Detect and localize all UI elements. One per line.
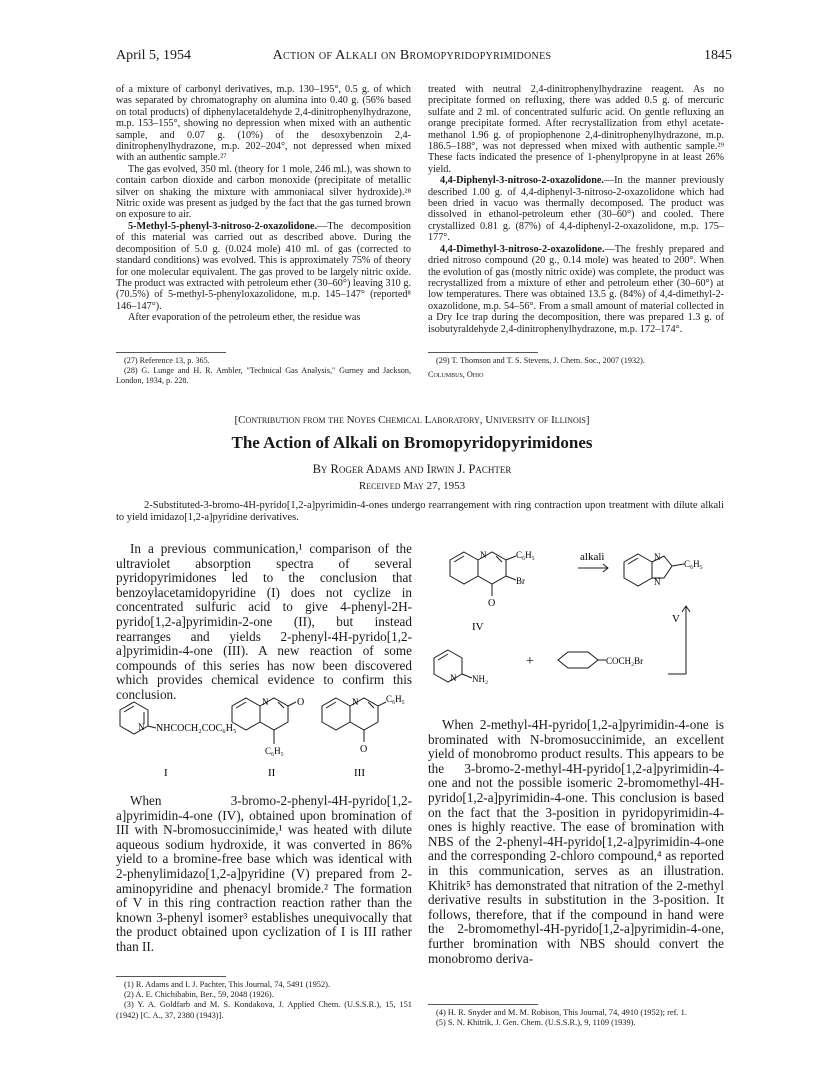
received-date: Received May 27, 1953: [358, 480, 466, 492]
footnote: (1) R. Adams and I. J. Pachter, This Journal, 74, 5491 (1952).: [124, 980, 331, 989]
section-heading: 4,4-Dimethyl-3-nitroso-2-oxazolidone.: [440, 243, 605, 255]
paragraph: [428, 175, 724, 243]
footnote-divider: [428, 352, 538, 353]
section-heading: 4,4-Diphenyl-3-nitroso-2-oxazolidone.: [440, 175, 604, 187]
paragraph: The gas evolved, 350 ml. (theory for 1 mole, 246 ml.), was shown to contain carbon dioxide and carbon monoxide (precipitate of metallic silver on shaking the mixture with ammoniacal silver hydroxide).²⁸ Nitric oxide was present as judged by the fact that the gas turned brown on exposure to air.: [116, 163, 411, 221]
structure-I-substituent: NHCOCH₂COC₆H₅: [156, 723, 237, 734]
footnote: (27) Reference 13, p. 365.: [124, 356, 210, 365]
atom-label: N: [480, 550, 487, 560]
body-left-lower: [116, 794, 412, 955]
atom-label: O: [360, 744, 368, 755]
pyridine-ring: [450, 552, 478, 584]
compound-label-I: I: [164, 767, 168, 779]
footnote: (5) S. N. Khitrik, J. Gen. Chem. (U.S.S.R.), 9, 1109 (1939).: [436, 1018, 636, 1028]
paragraph: When 2-methyl-4H-pyrido[1,2-a]pyrimidin-4-one is brominated with N-bromosuccinimide, an excellent yield of monobromo product results. This appears to be the 3-bromo-2-methyl-4H-pyrido[1,2-a]pyrimidin-4-one and not the possible isomeric 2-bromomethyl-4H-pyrido[1,2-a]pyrimidin-4-one. This conclusion is based on the fact that the 3-position in pyridopyrimidin-4-ones is highly reactive. The ease of bromination with NBS of the 2-phenyl-4H-pyrido[1,2-a]pyrimidin-4-one and the corresponding 2-chloro compound,⁴ as reported in this communication, serves as an illustration. Khitrik⁵ has demonstrated that nitration of the 2-methyl derivative results in substitution in the 3-position. It follows, therefore, that if the compound in hand were the 2-bromomethyl-4H-pyrido[1,2-a]pyrimidin-4-one, further bromination with NBS should convert the monobromo deriva-: [428, 717, 724, 966]
paragraph: [428, 244, 724, 335]
prev-footnotes-right: [428, 356, 724, 380]
byline: By Roger Adams and Irwin J. Pachter: [312, 462, 512, 476]
atom-label: N: [352, 697, 359, 707]
reagent-formula: COCH₂Br: [606, 656, 644, 666]
prev-article-right-column: [428, 84, 724, 335]
plus-sign: +: [526, 654, 534, 669]
paragraph-body: —In the manner previously described 1.00 g. of 4,4-diphenyl-3-nitroso-2-oxazolidone which had been dried in vacuo was thermally decomposed. The product was dissolved in ethanol-petroleum ether (30–60°) and cooled. There crystallized 0.81 g. (87%) of 4,4-diphenyl-2-oxazolidone, m.p. 175–177°.: [428, 175, 724, 244]
paragraph: [116, 221, 411, 312]
footnote: (4) H. R. Snyder and M. M. Robison, This Journal, 74, 4910 (1952); ref. 1.: [436, 1008, 687, 1017]
paragraph-body: —The decomposition of this material was carried out as described above. During the decomposition of 5.0 g. (0.024 mole) 410 ml. of gas (corrected to standard conditions) was evolved. This is approximately 75% of theory for one molecular equivalent. The gas proved to be largely nitric oxide. The product was extracted with petroleum ether (30–60°) leaving 310 g. (70.5%) of 5-methyl-5-phenyloxazolidone, m.p. 145–147° (reported⁸ 146–147°).: [116, 220, 411, 312]
pyridine-ring: [434, 650, 462, 682]
atom-label: C₆H₅: [516, 550, 535, 560]
pyridine-ring: [624, 554, 652, 586]
footnote: (2) A. E. Chichibabin, Ber., 59, 2048 (1926).: [124, 990, 274, 1000]
atom-label: Br: [516, 576, 525, 586]
paragraph: treated with neutral 2,4-dinitrophenylhydrazine reagent. As no precipitate formed on refluxing, there was added 0.5 g. of mercuric sulfate and 2 ml. of concentrated sulfuric acid. On gentle refluxing an orange precipitate formed. After recrystallization from ethyl acetate-methanol 1.96 g. of propiophenone 2,4-dinitrophenylhydrazone, m.p. 186.5–188°, was not depressed when mixed with authentic sample.²⁹ These facts indicated the presence of 1-phenylpropyne in at least 26% yield.: [428, 84, 724, 175]
section-heading: 5-Methyl-5-phenyl-3-nitroso-2-oxazolidone.: [128, 220, 318, 232]
body-right: [428, 718, 724, 966]
footnote-divider: [116, 976, 226, 977]
atom-label: N: [262, 697, 269, 707]
atom-label: N: [450, 673, 457, 683]
paragraph: In a previous communication,¹ comparison of the ultraviolet absorption spectra of several pyridopyrimidones led to the conclusion that benzoylacetamidopyridine (I) does not cyclize in concentrated sulfuric acid to give 4-phenyl-2H-pyrido[1,2-a]pyrimidin-2-one (II), but instead rearranges and yields 2-phenyl-4H-pyrido[1,2-a]pyrimidin-4-one (III). A new reaction of some compounds of this series has now been discovered which provides chemical evidence to confirm this conclusion.: [116, 541, 412, 702]
location: Columbus, Ohio: [428, 370, 484, 379]
atom-label: NH₂: [472, 674, 489, 684]
page-number: 1845: [704, 48, 732, 63]
compound-label-V: V: [672, 613, 680, 625]
paragraph: After evaporation of the petroleum ether, the residue was: [128, 312, 361, 324]
footnote-divider: [116, 352, 226, 353]
paragraph: of a mixture of carbonyl derivatives, m.p. 130–195°, 0.5 g. of which was separated by chromatography on alumina into 0.40 g. (56% based on total products) of diphenylacetaldehyde 2,4-dinitrophenylhydrazone, m.p. 153–155°, showing no depression when mixed with an authentic sample, and 0.07 g. (10%) of the desoxybenzoin 2,4-dinitrophenylhydrazone, m.p. 202–204°, not depressed when mixed with an authentic sample.²⁷: [116, 84, 411, 164]
footnote: (3) Y. A. Goldfarb and M. S. Kondakova, J. Applied Chem. (U.S.S.R.), 15, 151 (1942) [C. A., 37, 2380 (1943)].: [116, 1000, 412, 1020]
atom-label: N: [654, 577, 661, 587]
footnote: (29) T. Thomson and T. S. Stevens, J. Chem. Soc., 2007 (1932).: [436, 356, 645, 365]
prev-article-left-column: [116, 84, 411, 324]
abstract: 2-Substituted-3-bromo-4H-pyrido[1,2-a]pyrimidin-4-ones undergo rearrangement with ring contraction upon treatment with dilute alkali to yield imidazo[1,2-a]pyridine derivatives.: [116, 500, 724, 523]
footnotes-right: [428, 1008, 724, 1028]
reagent-label: alkali: [580, 551, 605, 563]
running-title: Action of Alkali on Bromopyridopyrimidones: [272, 48, 552, 63]
paragraph: When 3-bromo-2-phenyl-4H-pyrido[1,2-a]pyrimidin-4-one (IV), obtained upon bromination of III with N-bromosuccinimide,¹ was heated with dilute aqueous sodium hydroxide, it was converted in 86% yield to a bromine-free base which was identical with 2-phenylimidazo[1,2-a]pyridine (V) prepared from 2-aminopyridine and phenacyl bromide.² The formation of V in this ring contraction reaction rather than the known 3-phenyl isomer³ establishes unequivocally that the product obtained upon cyclization of I is III rather than II.: [116, 793, 412, 954]
atom-label: C₆H₅: [684, 559, 703, 569]
contribution-line: [Contribution from the Noyes Chemical Laboratory, University of Illinois]: [234, 414, 590, 426]
atom-label: C₆H₅: [386, 694, 405, 704]
atom-label: O: [488, 598, 496, 609]
atom-label: N: [654, 552, 661, 562]
structures-I-II-III: [116, 688, 412, 784]
pyridine-ring: [322, 698, 350, 730]
benzene-ring: [558, 652, 598, 668]
compound-label-III: III: [354, 767, 365, 779]
footnote: (28) G. Lunge and H. R. Ambler, "Technical Gas Analysis," Gurney and Jackson, London, 1934, p. 228.: [116, 366, 411, 385]
header-date: April 5, 1954: [116, 48, 192, 63]
reaction-scheme: [428, 538, 724, 704]
compound-label-II: II: [268, 767, 276, 779]
body-left-upper: [116, 542, 412, 703]
paragraph-body: —The freshly prepared and dried nitroso compound (20 g., 0.14 mole) was heated to 200°. When the evolution of gas (mostly nitric oxide) was complete, the product was recrystallized from a mixture of ether and petroleum ether (30–60°) at low temperatures. There was obtained 13.5 g. (84%) of 4,4-dimethyl-2-oxazolidone, m.p. 54–56°. From a small amount of material collected in a Dry Ice trap during the decomposition, there was prepared 1.3 g. of isobutyraldehyde 2,4-dinitrophenylhydrazone, m.p. 172–174°.: [428, 243, 724, 335]
prev-footnotes-left: [116, 356, 411, 386]
atom-label: N: [138, 722, 145, 732]
footnotes-left: [116, 980, 412, 1021]
article-title: The Action of Alkali on Bromopyridopyrimidones: [231, 433, 593, 452]
atom-label: C₆H₅: [265, 746, 284, 756]
footnote-divider: [428, 1004, 538, 1005]
atom-label: O: [297, 697, 305, 708]
compound-label-IV: IV: [472, 621, 484, 633]
